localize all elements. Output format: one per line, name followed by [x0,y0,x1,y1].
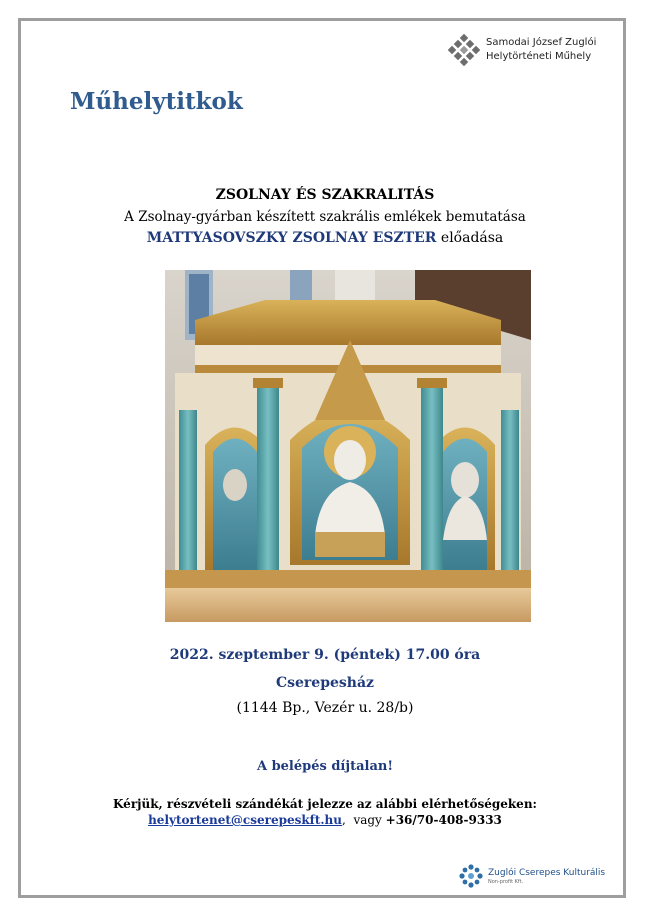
registration-request: Kérjük, részvételi szándékát jelezze az alábbi elérhetőségeken: [113,797,537,811]
phone-number: +36/70-408-9333 [385,813,502,827]
speaker-suffix: előadása [436,230,504,246]
free-entry-note: A belépés díjtalan! [256,759,394,774]
footer-org-name: Zuglói Cserepes Kulturális [488,867,606,878]
organizer-footer [459,864,605,888]
series-title: Műhelytitkok [70,88,243,115]
speaker-line [0,230,650,246]
event-date: 2022. szeptember 9. (péntek) 17.00 óra [169,647,481,663]
footer-logo-icon [459,864,483,888]
email-link[interactable]: helytortenet@cserepeskft.hu [148,813,342,827]
footer-org-sub: Non-profit Kft. [488,878,524,885]
organizer-name-line2: Helytörténeti Műhely [486,51,592,62]
event-subtitle: A Zsolnay-gyárban készített szakrális emlékek bemutatása [124,209,526,225]
organizer-logo-icon [448,34,480,66]
pulpit-photo [165,270,531,622]
event-venue: Cserepesház [276,675,374,691]
organizer-header [448,34,596,66]
contact-separator: , vagy [342,813,386,827]
contact-line [0,813,650,827]
organizer-name-line1: Samodai József Zuglói [486,37,597,48]
event-title: ZSOLNAY ÉS SZAKRALITÁS [215,187,435,203]
speaker-name: MATTYASOVSZKY ZSOLNAY ESZTER [146,230,437,246]
event-address: (1144 Bp., Vezér u. 28/b) [236,700,414,716]
